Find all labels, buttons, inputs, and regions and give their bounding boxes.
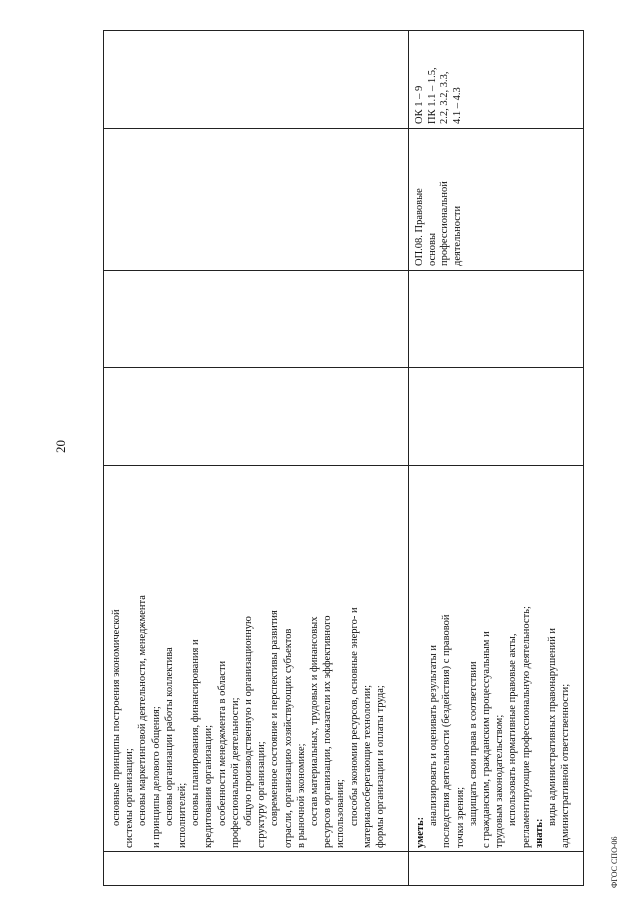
text-line: особенности менеджмента в области [216,660,228,826]
text-line: с гражданским, гражданским процессуальным и [481,631,493,848]
row1-text [110,473,387,848]
text-line: знать: [533,818,545,848]
text-line: уметь: [415,816,426,848]
discipline-line: основы [426,232,438,266]
text-line: трудовым законодательством; [494,714,506,848]
competency-line: ПК 1.1 – 1.5, [426,67,438,124]
text-line: виды административных правонарушений и [547,628,559,826]
text-line: в рыночной экономике; [295,743,307,848]
competency-line: ОК 1 – 9 [414,85,425,124]
competency-line: 2.2, 3.2, 3.3, [439,71,450,124]
row2-text [414,473,572,848]
text-line: использования; [335,779,347,848]
text-line: точки зрения; [454,786,466,848]
discipline-name [414,181,464,266]
discipline-line: ОП.08. Правовые [414,188,425,266]
footer-code: ФГОС СПО-06 [610,836,619,888]
page-number: 20 [53,440,68,453]
discipline-line: деятельности [451,205,463,266]
text-line: регламентирующие профессиональную деятельность; [520,606,532,848]
text-line: административной ответственности; [560,683,572,848]
text-line: защищать свои права в соответствии [467,661,479,826]
discipline-line: профессиональной [439,181,450,266]
text-line: формы организации и оплаты труда; [375,685,387,848]
text-line: общую производственную и организационную [243,616,255,826]
text-line: профессиональной деятельности; [229,697,241,848]
text-line: кредитования организации; [203,725,215,848]
text-line: современное состояние и перспективы развития [269,610,281,826]
text-line: отрасли, организацию хозяйствующих субъектов [282,628,294,848]
competency-line: 4.1 – 4.3 [451,87,463,124]
competency-codes [414,67,464,124]
text-line: ресурсов организации, показатели их эффективного [322,615,334,848]
text-line: последствия деятельности (бездействия) с правовой [441,614,453,848]
text-line: основы планирования, финансирования и [190,639,202,826]
text-line: исполнителей; [177,782,189,848]
text-line: состав материальных, трудовых и финансовых [309,616,321,826]
text-line: способы экономии ресурсов, основные энерго- и [348,607,360,826]
text-line: материалосберегающие технологии; [361,685,373,848]
text-line: анализировать и оценивать результаты и [428,645,440,826]
text-line: структуру организации; [256,741,268,848]
text-line: основные принципы построения экономической [111,609,122,826]
text-line: использовать нормативные правовые акты, [507,633,519,826]
text-line: основы маркетинговой деятельности, менеджмента [137,595,149,826]
text-line: основы организации работы коллектива [163,647,175,826]
text-line: и принципы делового общения; [150,706,162,848]
text-line: системы организации; [124,748,136,848]
